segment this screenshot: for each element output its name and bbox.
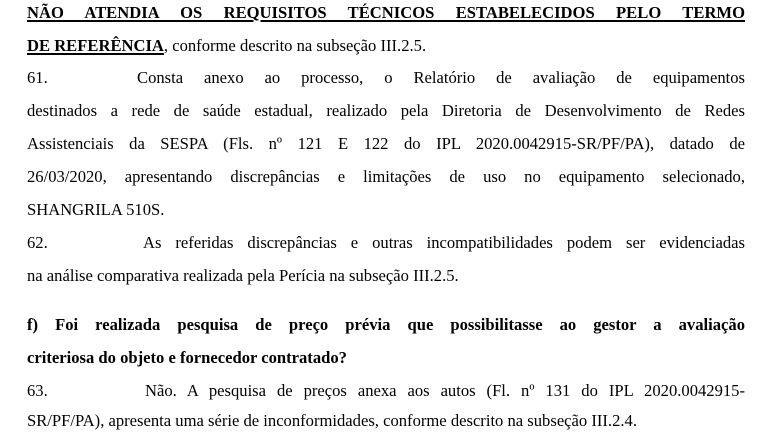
question-line-1: f) Foi realizada pesquisa de preço prévia que possibilitasse ao gestor a avaliação (27, 315, 745, 334)
heading-line-1: NÃO ATENDIA OS REQUISITOS TÉCNICOS ESTABELECIDOS PELO TERMO (27, 3, 745, 22)
paragraph-number-61: 61. (27, 68, 48, 87)
question-line-2: criteriosa do objeto e fornecedor contratado? (27, 348, 347, 367)
paragraph-63-text-1: Não. A pesquisa de preços anexa aos autos (Fl. nº 131 do IPL 2020.0042915- (145, 381, 745, 400)
paragraph-63-line-1 (27, 380, 745, 402)
paragraph-62-line-2: na análise comparativa realizada pela Perícia na subseção III.2.5. (27, 266, 459, 285)
paragraph-61-line-2: destinados a rede de saúde estadual, realizado pela Diretoria de Desenvolvimento de Redes (27, 101, 745, 120)
heading-term-reference: DE REFERÊNCIA (27, 36, 164, 55)
paragraph-number-63: 63. (27, 381, 48, 400)
heading-line-2 (27, 35, 745, 57)
paragraph-61-line-4: 26/03/2020, apresentando discrepâncias e limitações de uso no equipamento selecionado, (27, 167, 745, 186)
paragraph-62-text-1: As referidas discrepâncias e outras incompatibilidades podem ser evidenciadas (143, 233, 745, 252)
paragraph-number-62: 62. (27, 233, 48, 252)
paragraph-61-line-5: SHANGRILA 510S. (27, 200, 165, 219)
paragraph-61-line-3: Assistenciais da SESPA (Fls. nº 121 E 122 do IPL 2020.0042915-SR/PF/PA), datado de (27, 134, 745, 153)
heading-line-2-rest: , conforme descrito na subseção III.2.5. (163, 36, 427, 55)
paragraph-61-line-1 (27, 67, 745, 89)
paragraph-63-line-2: SR/PF/PA), apresenta uma série de inconformidades, conforme descrito na subseção III.2.4. (27, 411, 637, 430)
paragraph-62-line-1 (27, 232, 745, 254)
paragraph-61-text-1: Consta anexo ao processo, o Relatório de avaliação de equipamentos (137, 68, 745, 87)
